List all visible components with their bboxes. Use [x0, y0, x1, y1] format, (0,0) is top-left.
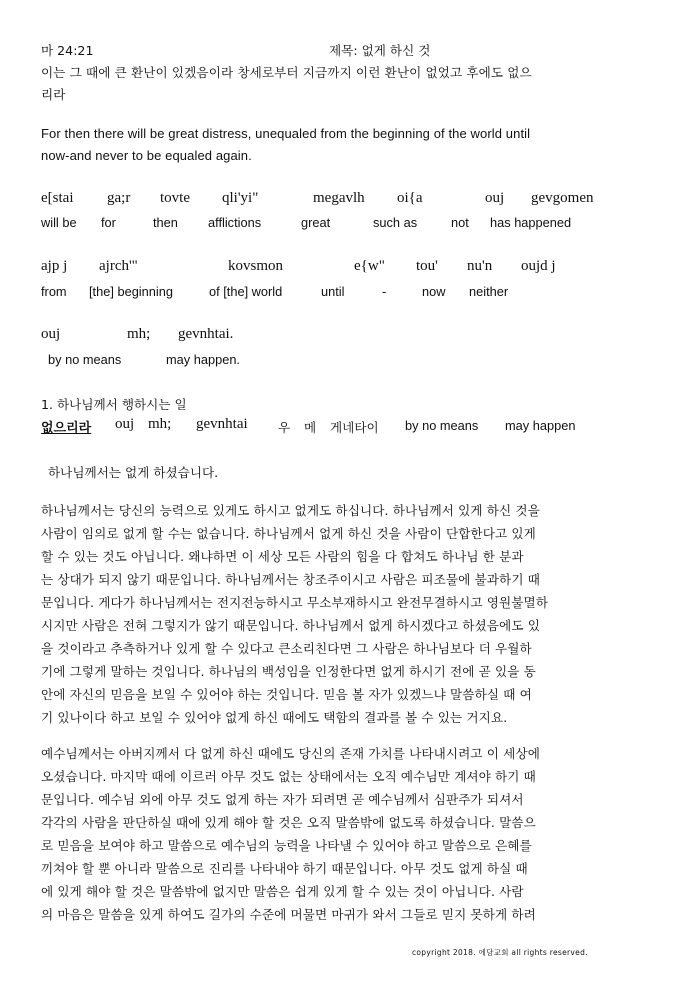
paragraph-line: 하나님께서는 당신의 능력으로 있게도 하시고 없게도 하십니다. 하나님께서 있게 하신 것을 — [41, 503, 540, 518]
greek-word: megavlh — [313, 190, 365, 206]
greek-word: gevgomen — [531, 190, 594, 206]
gloss-word: - — [382, 284, 387, 299]
gloss-word: until — [321, 284, 345, 299]
paragraph-line: 을 것이라고 추측하거나 있게 할 수 있다고 큰소리친다면 그 사람은 하나님보다 더 우월하 — [41, 641, 532, 656]
gloss-word: then — [153, 215, 178, 230]
paragraph-line: 로 믿음을 보여야 하고 말씀으로 예수님의 능력을 나타낼 수 있어야 하고 말씀으로 은혜를 — [41, 838, 532, 853]
paragraph-line: 의 마음은 말씀을 있게 하여도 길가의 수준에 머물면 마귀가 와서 그들로 믿지 못하게 하려 — [41, 907, 536, 922]
paragraph-line: 할 수 있는 것도 아닙니다. 왜냐하면 이 세상 모든 사람의 힘을 다 합쳐도 하나님 한 분과 — [41, 549, 524, 564]
paragraph-line: 오셨습니다. 마지막 때에 이르러 아무 것도 없는 상태에서는 오직 예수님만 계셔야 하기 때 — [41, 769, 536, 784]
greek-word: ouj — [41, 326, 61, 342]
korean-verse-line: 이는 그 때에 큰 환난이 있겠음이라 창세로부터 지금까지 이런 환난이 없었고 후에도 없으 — [41, 65, 532, 80]
paragraph-line: 는 상대가 되지 않기 때문입니다. 하나님께서는 창조주이시고 사람은 피조물에 불과하기 때 — [41, 572, 540, 587]
gloss-word: afflictions — [208, 215, 262, 230]
greek-word: mh; — [148, 416, 172, 432]
paragraph-line: 예수님께서는 아버지께서 다 없게 하신 때에도 당신의 존재 가치를 나타내시려고 이 세상에 — [41, 746, 540, 761]
greek-word: gevnhtai. — [178, 326, 234, 342]
gloss-word: neither — [469, 284, 509, 299]
paragraph-line: 문입니다. 예수님 외에 아무 것도 없게 하는 자가 되려면 곧 예수님께서 심판주가 되셔서 — [41, 792, 524, 807]
greek-word: kovsmon — [228, 258, 284, 274]
paragraph-line: 문입니다. 게다가 하나님께서는 전지전능하시고 무소부재하시고 완전무결하시고 영원불멸하 — [41, 595, 549, 610]
paragraph-line: 기에 그렇게 말하는 것입니다. 하나님의 백성임을 인정한다면 없게 하시기 전에 곧 있을 동 — [41, 664, 536, 679]
paragraph-line: 기 있나이다 하고 보일 수 있어야 없게 하신 때에도 택함의 결과를 볼 수 있는 거지요. — [41, 710, 508, 725]
gloss-word: from — [41, 284, 67, 299]
english-verse-line: now-and never to be equaled again. — [41, 148, 252, 163]
greek-word: mh; — [127, 326, 151, 342]
greek-word: tovte — [160, 190, 190, 206]
greek-word: e[stai — [41, 190, 74, 206]
gloss-word: may happen — [505, 418, 576, 433]
greek-word: ajp j — [41, 258, 68, 274]
gloss-word: by no means — [405, 418, 479, 433]
gloss-word: may happen. — [166, 352, 240, 367]
gloss-word: great — [301, 215, 331, 230]
greek-word: ajrch'" — [99, 258, 138, 274]
greek-word: ouj — [115, 416, 135, 432]
gloss-word: not — [451, 215, 469, 230]
transliteration: 우 — [278, 420, 291, 435]
greek-word: tou' — [416, 258, 438, 274]
paragraph-line: 끼쳐야 할 뿐 아니라 말씀으로 진리를 나타내야 하기 때문입니다. 아무 것도 없게 하실 때 — [41, 861, 528, 876]
korean-verse-line: 리라 — [41, 87, 66, 102]
transliteration: 메 — [304, 420, 317, 435]
greek-word: ga;r — [107, 190, 131, 206]
verse-reference: 마 24:21 — [41, 43, 94, 58]
sermon-title: 제목: 없게 하신 것 — [329, 43, 431, 58]
gloss-word: will be — [41, 215, 77, 230]
paragraph-line: 시지만 사람은 전혀 그렇지가 않기 때문입니다. 하나님께서 없게 하시겠다고 하셨음에도 있 — [41, 618, 540, 633]
gloss-word: now — [422, 284, 446, 299]
transliteration: 게네타이 — [330, 420, 379, 435]
greek-word: e{w" — [354, 258, 385, 274]
english-verse-line: For then there will be great distress, unequaled from the beginning of the world until — [41, 126, 531, 141]
gloss-word: by no means — [48, 352, 122, 367]
gloss-word: for — [101, 215, 116, 230]
paragraph-line: 안에 자신의 믿음을 보일 수 있어야 하는 것입니다. 믿음 볼 자가 있겠느냐 말씀하실 때 여 — [41, 687, 532, 702]
paragraph-line: 사람이 임의로 없게 할 수는 없습니다. 하나님께서 없게 하신 것을 사람이 단합한다고 있게 — [41, 526, 536, 541]
greek-word: qli'yi" — [222, 190, 259, 206]
greek-word: nu'n — [467, 258, 493, 274]
copyright-footer: copyright 2018. 에담교회 all rights reserved. — [412, 948, 588, 957]
gloss-word: [the] beginning — [89, 284, 173, 299]
paragraph-line: 에 있게 해야 할 것은 말씀밖에 없지만 말씀은 쉽게 있게 할 수 있는 것이 아닙니다. 사람 — [41, 884, 524, 899]
greek-word: oi{a — [397, 190, 423, 206]
gloss-word: has happened — [490, 215, 572, 230]
section-heading: 1. 하나님께서 행하시는 일 — [41, 397, 187, 412]
gloss-word: such as — [373, 215, 418, 230]
keyword: 없으리라 — [41, 421, 92, 436]
greek-word: oujd j — [521, 258, 556, 274]
gloss-word: of [the] world — [209, 284, 283, 299]
greek-word: gevnhtai — [196, 416, 248, 432]
paragraph-line: 각각의 사람을 판단하실 때에 있게 해야 할 것은 오직 말씀밖에 없도록 하셨습니다. 말씀으 — [41, 815, 536, 830]
greek-word: ouj — [485, 190, 505, 206]
summary-text: 하나님께서는 없게 하셨습니다. — [48, 465, 219, 480]
